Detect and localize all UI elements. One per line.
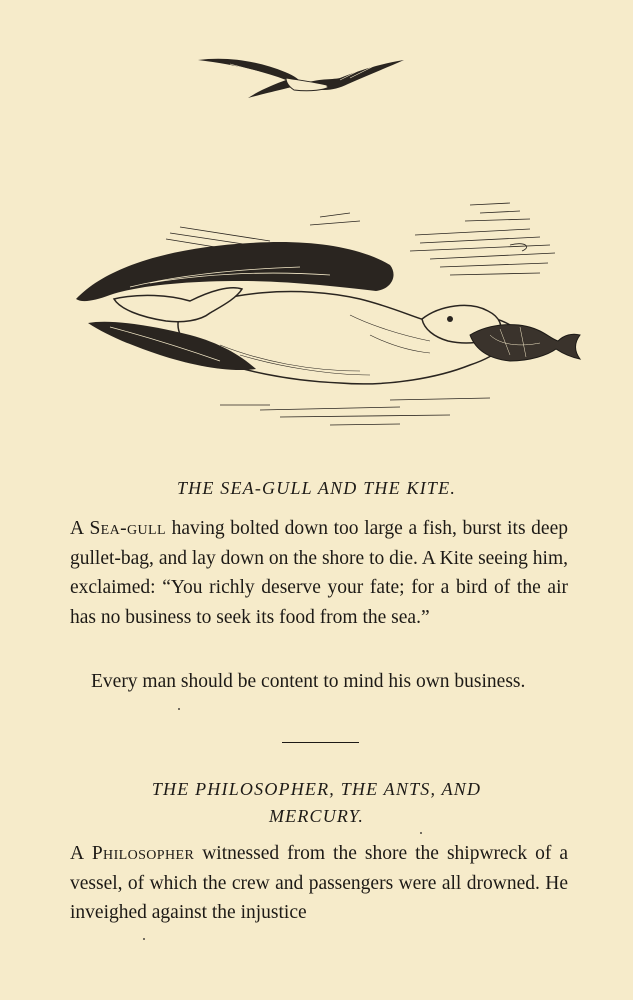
story-title-philosopher-cont: MERCURY. bbox=[268, 806, 365, 826]
story-title-sea-gull: THE SEA-GULL AND THE KITE. bbox=[176, 478, 457, 498]
section-divider bbox=[282, 742, 359, 743]
flying-kite-icon bbox=[190, 48, 410, 106]
print-speck bbox=[178, 708, 180, 710]
story-paragraph bbox=[70, 839, 568, 928]
print-speck bbox=[143, 938, 145, 940]
story-text: having bolted down too large a fish, burst its deep gullet-bag, and lay down on the shore to die. A Kite seeing him, exclaimed: “You richly deserve your fate; for a bird of the air has no business to seek its food from the sea.” bbox=[70, 518, 568, 628]
story-paragraph bbox=[70, 514, 568, 632]
story-text: witnessed from the shore the shipwreck of a vessel, of which the crew and passengers were all drowned. He inveighed against the injustice bbox=[70, 843, 569, 923]
story-lead-word: A Philosopher bbox=[70, 843, 195, 864]
story-title-philosopher: THE PHILOSOPHER, THE ANTS, AND bbox=[151, 779, 482, 799]
story-lead-word: A Sea-gull bbox=[70, 518, 166, 539]
dying-sea-gull-with-fish-icon bbox=[70, 195, 590, 440]
print-speck bbox=[420, 832, 422, 834]
story-moral: Every man should be content to mind his own business. bbox=[91, 671, 526, 692]
